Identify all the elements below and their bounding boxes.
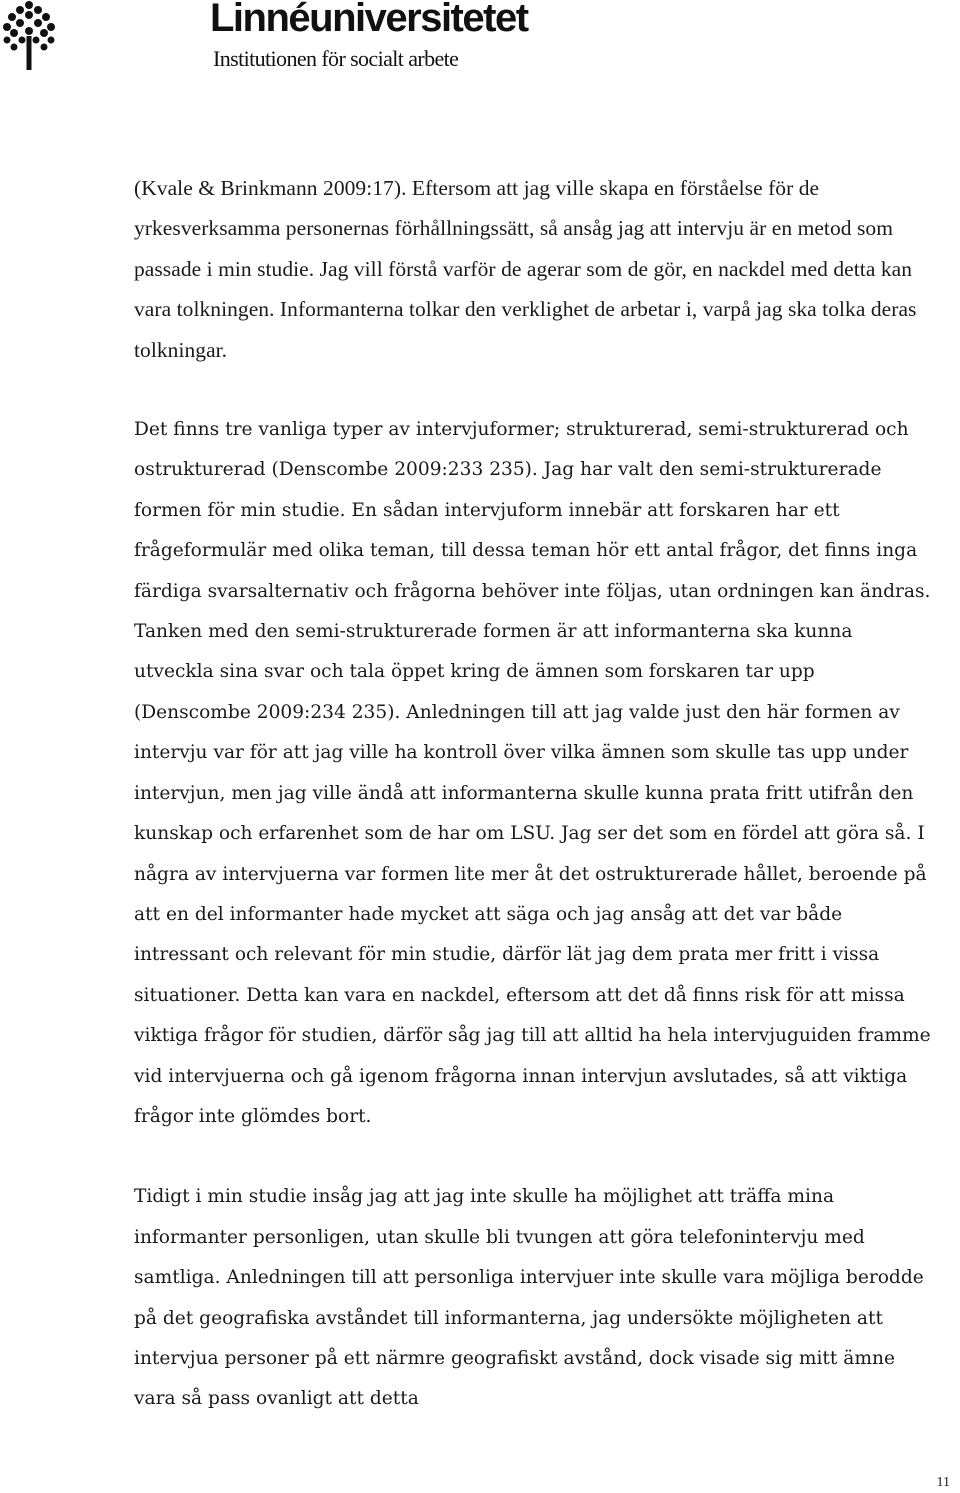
- paragraph-spacer: [134, 1137, 934, 1177]
- page-header: [0, 0, 960, 80]
- paragraph-1: (Kvale & Brinkmann 2009:17). Eftersom att jag ville skapa en förståelse för de yrkesverksamma personernas förhållningssätt, så ansåg jag att intervju är en metod som passade i min studie. Jag vill förstå varför de agerar som de gör, en nackdel med detta kan vara tolkningen. Informanterna tolkar den verklighet de arbetar i, varpå jag ska tolka deras tolkningar.: [134, 176, 917, 362]
- paragraph-3: Tidigt i min studie insåg jag att jag inte skulle ha möjlighet att träffa mina informanter personligen, utan skulle bli tvungen att göra telefonintervju med samtliga. Anledningen till att personliga intervjuer inte skulle vara möjliga berodde på det geografiska avståndet till informanterna, jag undersökte möjligheten att intervjua personer på ett närmre geografiskt avstånd, dock visade sig mitt ämne vara så pass ovanligt att detta: [134, 1186, 924, 1410]
- page-number: 11: [936, 1475, 950, 1490]
- document-body: [134, 168, 934, 1420]
- department-name: Institutionen för socialt arbete: [213, 46, 459, 71]
- paragraph-spacer: [134, 370, 934, 410]
- paragraph-2: Det finns tre vanliga typer av intervjuformer; strukturerad, semi-strukturerad och ostrukturerad (Denscombe 2009:233 235). Jag har valt den semi-strukturerade formen för min studie. En sådan intervjuform innebär att forskaren har ett frågeformulär med olika teman, till dessa teman hör ett antal frågor, det finns inga färdiga svarsalternativ och frågorna behöver inte följas, utan ordningen kan ändras. Tanken med den semi-strukturerade formen är att informanterna ska kunna utveckla sina svar och tala öppet kring de ämnen som forskaren tar upp (Denscombe 2009:234 235). Anledningen till att jag valde just den här formen av intervju var för att jag ville ha kontroll över vilka ämnen som skulle tas upp under intervjun, men jag ville ändå att informanterna skulle kunna prata fritt utifrån den kunskap och erfarenhet som de har om LSU. Jag ser det som en fördel att göra så. I några av intervjuerna var formen lite mer åt det ostrukturerade hållet, beroende på att en del informanter hade mycket att säga och jag ansåg att det var både intressant och relevant för min studie, därför lät jag dem prata mer fritt i vissa situationer. Detta kan vara en nackdel, eftersom att det då finns risk för att missa viktiga frågor för studien, därför såg jag till att alltid ha hela intervjuguiden framme vid intervjuerna och gå igenom frågorna innan intervjun avslutades, så att viktiga frågor inte glömdes bort.: [134, 419, 931, 1127]
- tree-logo-icon: [2, 0, 56, 70]
- university-name: Linnéuniversitetet: [210, 0, 528, 40]
